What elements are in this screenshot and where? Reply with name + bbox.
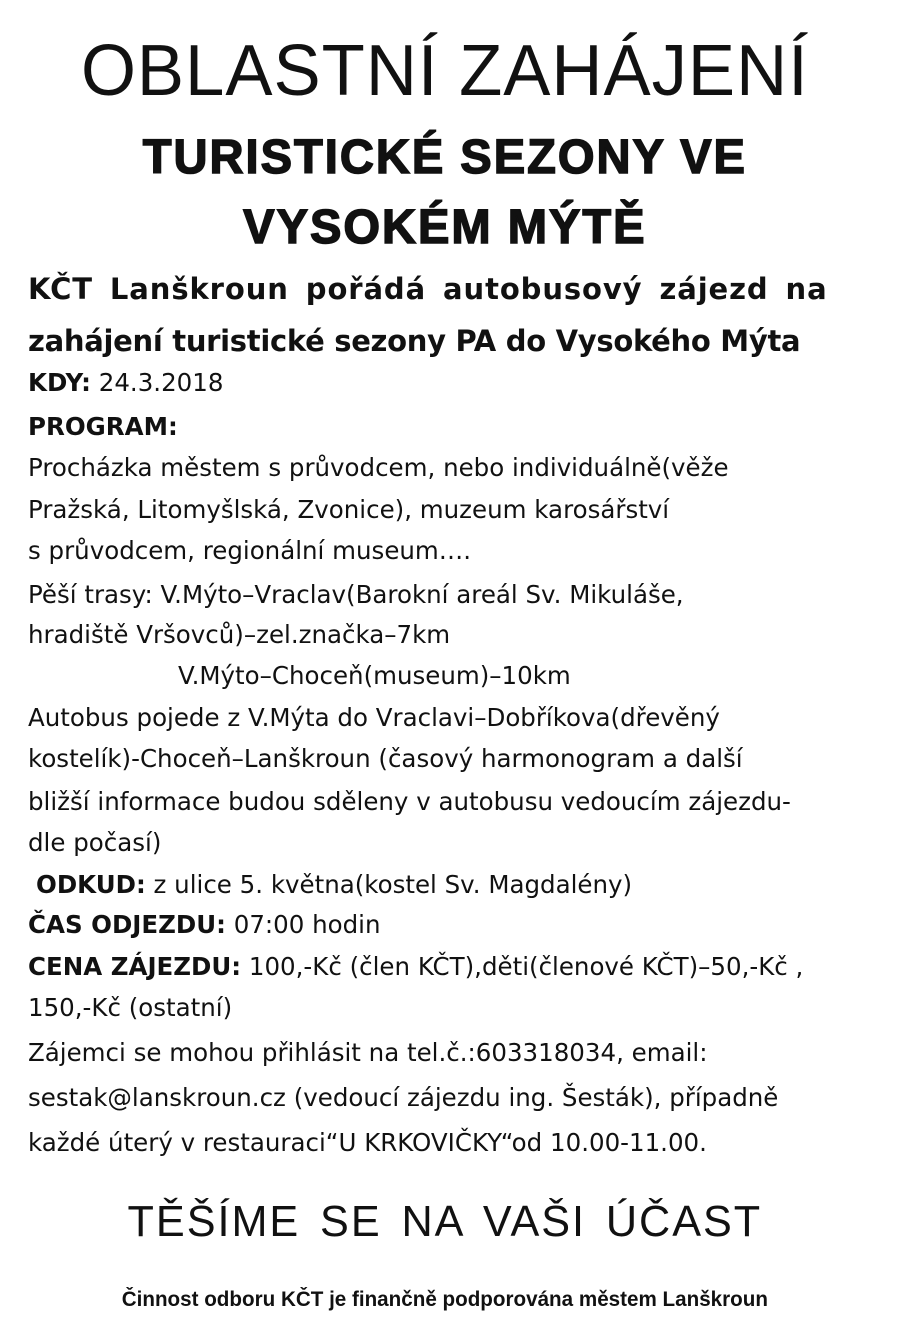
price-value-line2: 150,-Kč (ostatní) (28, 993, 233, 1022)
poster-subtitle-line2: VYSOKÉM MÝTĚ (243, 201, 647, 254)
from-value: z ulice 5. května(kostel Sv. Magdalény) (145, 870, 633, 899)
program-line: Pražská, Litomyšlská, Zvonice), muzeum karosářství (28, 495, 670, 524)
program-line: Autobus pojede z V.Mýta do Vraclavi–Dobříkova(dřevěný (28, 703, 720, 732)
contact-line: sestak@lanskroun.cz (vedoucí zájezdu ing. Šesták), případně (28, 1083, 779, 1112)
poster-title: OBLASTNÍ ZAHÁJENÍ (80, 31, 809, 111)
program-line: hradiště Vršovců)–zel.značka–7km (28, 620, 451, 649)
departure-row (28, 908, 381, 942)
from-row (36, 868, 632, 902)
contact-line: Zájemci se mohou přihlásit na tel.č.:603318034, email: (28, 1038, 708, 1067)
program-label: PROGRAM: (28, 412, 178, 441)
program-line: Procházka městem s průvodcem, nebo individuálně(věže (28, 453, 729, 482)
program-line: bližší informace budou sděleny v autobusu vedoucím zájezdu- (28, 787, 791, 816)
program-line: Pěší trasy: V.Mýto–Vraclav(Barokní areál Sv. Mikuláše, (28, 580, 684, 609)
program-line: kostelík)-Choceň–Lanškroun (časový harmonogram a další (28, 744, 743, 773)
poster-subtitle-line1: TURISTICKÉ SEZONY VE (142, 131, 747, 184)
departure-value: 07:00 hodin (225, 910, 381, 939)
program-line: dle počasí) (28, 828, 162, 857)
program-line: V.Mýto–Choceň(museum)–10km (178, 661, 571, 690)
program-line: s průvodcem, regionální museum…. (28, 536, 472, 565)
when-value: 24.3.2018 (90, 368, 224, 397)
closing-message: TĚŠÍME SE NA VAŠI ÚČAST (127, 1197, 763, 1246)
intro-line2: zahájení turistické sezony PA do Vysokého Mýta (28, 324, 801, 358)
contact-line: každé úterý v restauraci“U KRKOVIČKY“od 10.00-11.00. (28, 1128, 707, 1157)
departure-label: ČAS ODJEZDU: (28, 910, 226, 939)
intro-line1: KČT Lanškroun pořádá autobusový zájezd na (28, 272, 828, 306)
price-label: CENA ZÁJEZDU: (28, 952, 242, 981)
when-row (28, 366, 223, 400)
when-label: KDY: (28, 368, 91, 397)
footer-note: Činnost odboru KČT je finančně podporována městem Lanškroun (121, 1288, 768, 1311)
price-row (28, 950, 803, 984)
from-label: ODKUD: (36, 870, 146, 899)
price-value: 100,-Kč (člen KČT),děti(členové KČT)–50,-Kč , (241, 952, 804, 981)
